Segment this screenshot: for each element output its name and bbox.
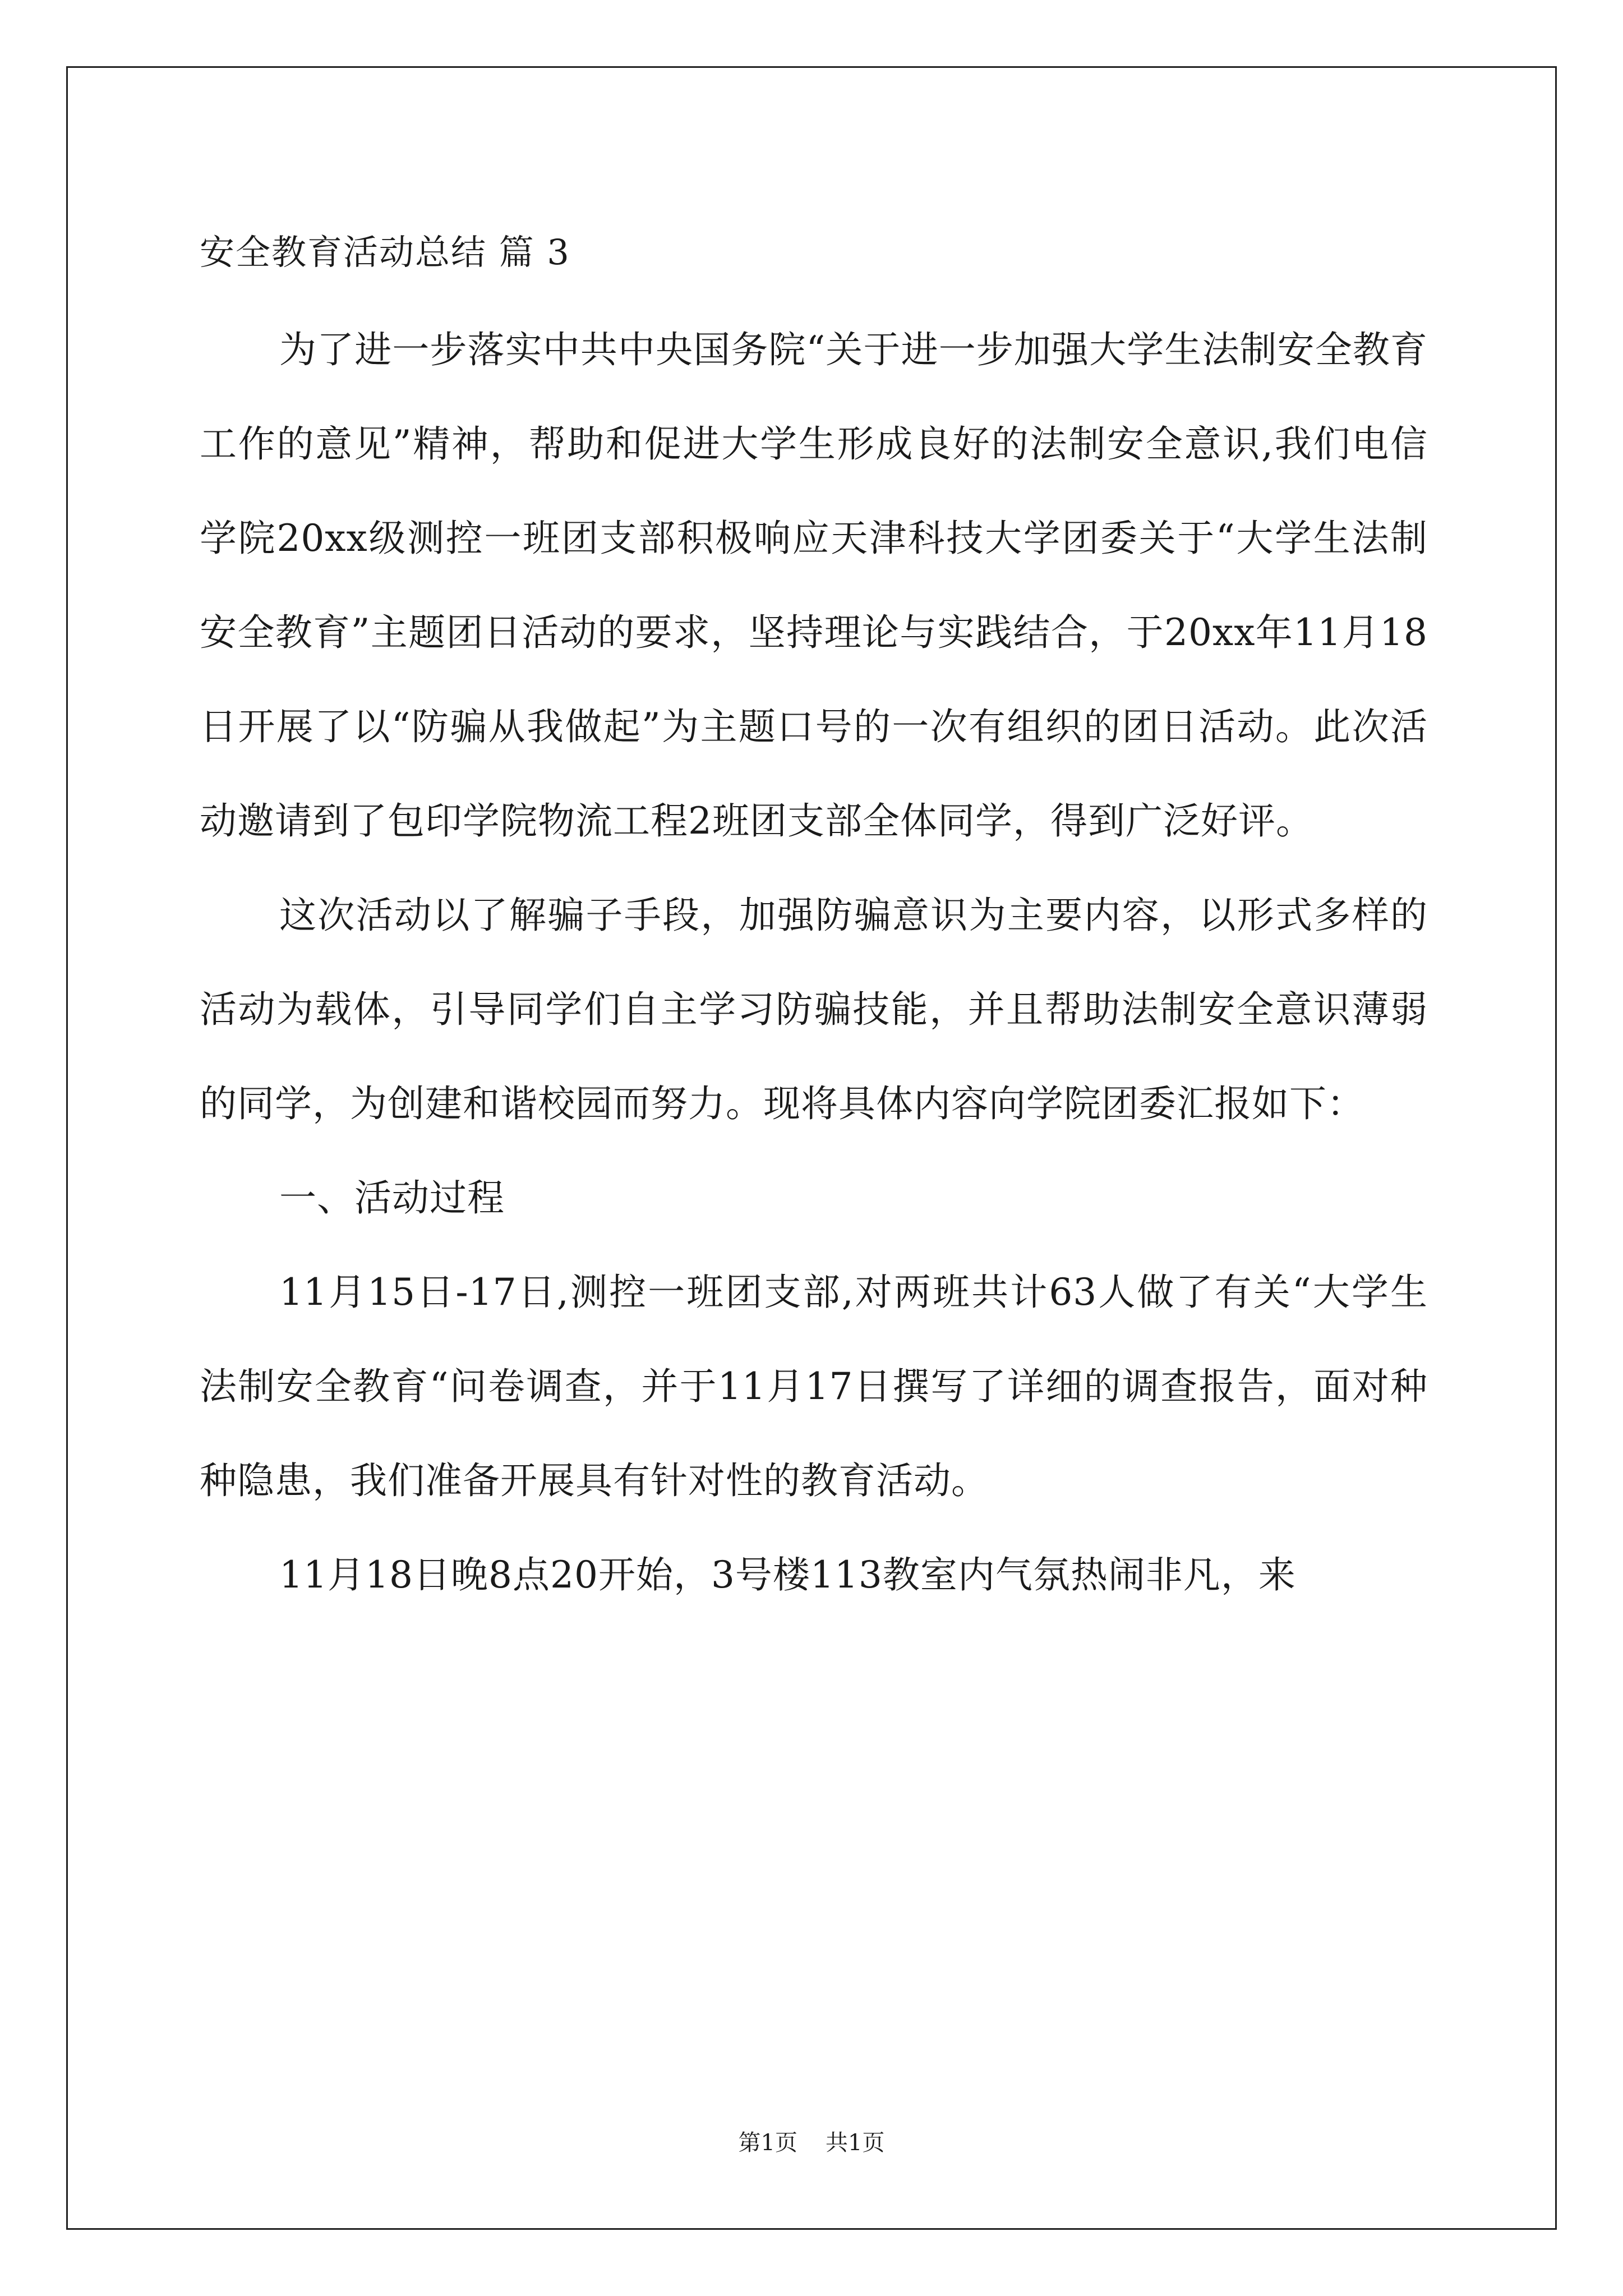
paragraph: 11月15日-17日,测控一班团支部,对两班共计63人做了有关“大学生法制安全教育“问卷调查，并于11月17日撰写了详细的调查报告，面对种种隐患，我们准备开展具有针对性的教育活动。 (200, 1271, 1428, 1502)
document-title: 安全教育活动总结 篇 3 (200, 232, 570, 273)
section-heading: 一、活动过程 (279, 1176, 505, 1220)
page-footer (0, 2126, 1623, 2160)
document-body (200, 303, 1428, 1622)
page-number: 第1页 (738, 2130, 797, 2156)
paragraph: 这次活动以了解骗子手段，加强防骗意识为主要内容，以形式多样的活动为载体，引导同学们自主学习防骗技能，并且帮助法制安全意识薄弱的同学，为创建和谐校园而努力。现将具体内容向学院团委汇报如下： (200, 894, 1428, 1125)
paragraph: 11月18日晚8点20开始，3号楼113教室内气氛热闹非凡，来 (279, 1553, 1296, 1596)
paragraph: 为了进一步落实中共中央国务院“关于进一步加强大学生法制安全教育工作的意见”精神，帮助和促进大学生形成良好的法制安全意识,我们电信学院20xx级测控一班团支部积极响应天津科技大学团委关于“大学生法制安全教育”主题团日活动的要求，坚持理论与实践结合，于20xx年11月18日开展了以“防骗从我做起”为主题口号的一次有组织的团日活动。此次活动邀请到了包印学院物流工程2班团支部全体同学，得到广泛好评。 (200, 328, 1428, 843)
page-total: 共1页 (826, 2130, 885, 2156)
